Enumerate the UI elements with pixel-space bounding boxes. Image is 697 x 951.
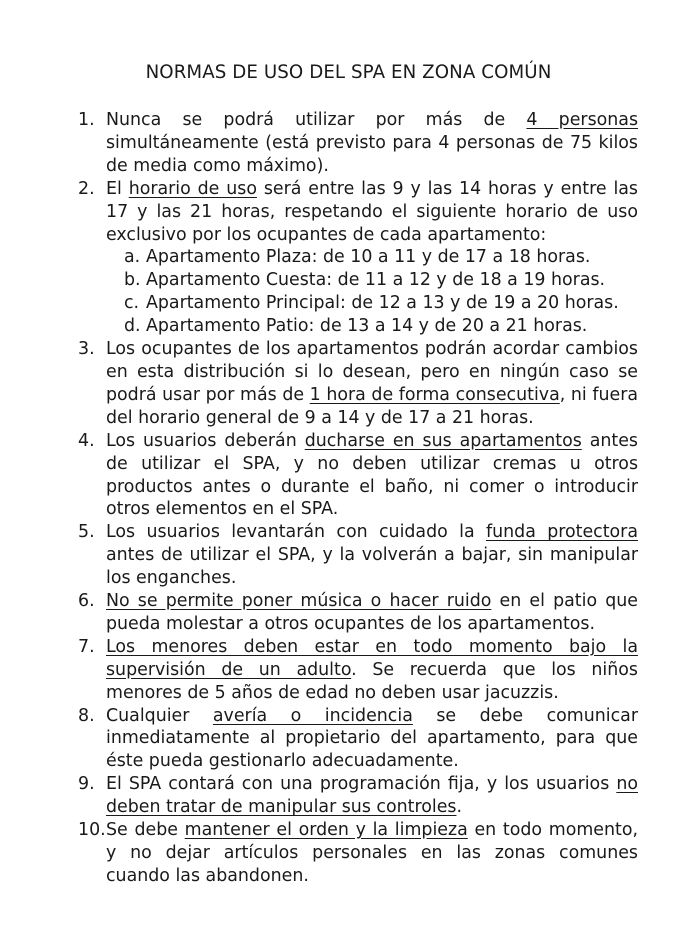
rule-emphasis: funda protectora [485, 522, 638, 543]
rule-number: 10. [78, 820, 106, 841]
rule-text: Los usuarios deberán ducharse en sus apartamentos antes de utilizar el SPA, y no deben utilizar cremas u otros productos antes o durante el baño, ni comer o introducir otros elementos en el SPA. [106, 430, 638, 520]
schedule-item: c. Apartamento Principal: de 12 a 13 y de 19 a 20 horas. [124, 293, 619, 314]
schedule-item: b. Apartamento Cuesta: de 11 a 12 y de 18 a 19 horas. [124, 270, 606, 291]
rule-number: 7. [78, 636, 95, 657]
rules-list [0, 109, 697, 888]
rule-emphasis: mantener el orden y la limpieza [184, 820, 468, 841]
rule-number: 1. [78, 110, 95, 130]
rule-emphasis: No se permite poner música o hacer ruido [106, 591, 492, 612]
schedule-letter: d. [124, 316, 141, 337]
rule-text: Cualquier avería o incidencia se debe comunicar inmediatamente al propietario del apartamento, para que éste pueda gestionarlo adecuadamente. [106, 705, 638, 772]
rule-emphasis: 1 hora de forma consecutiva [309, 384, 560, 405]
rule-item [0, 430, 638, 522]
rule-text: El SPA contará con una programación fija, y los usuarios no deben tratar de manipular sus controles. [106, 774, 638, 818]
rule-number: 4. [78, 430, 95, 451]
rule-item [0, 773, 638, 819]
rule-emphasis: ducharse en sus apartamentos [304, 430, 582, 451]
schedule-letter: c. [124, 293, 140, 314]
rule-text: No se permite poner música o hacer ruido en el patio que pueda molestar a otros ocupantes de los apartamentos. [106, 591, 638, 634]
rule-item [0, 705, 638, 774]
rule-number: 2. [78, 178, 95, 199]
rule-text: Nunca se podrá utilizar por más de 4 personas simultáneamente (está previsto para 4 personas de 75 kilos de media como máximo). [106, 110, 639, 176]
rule-text: El horario de uso será entre las 9 y las 14 horas y entre las 17 y las 21 horas, respetando el siguiente horario de uso exclusivo por los ocupantes de cada apartamento: [106, 178, 638, 245]
rule-emphasis: no deben tratar de manipular sus controles [106, 774, 638, 818]
document-title: NORMAS DE USO DEL SPA EN ZONA COMÚN [145, 62, 552, 83]
rule-emphasis: avería o incidencia [212, 705, 413, 726]
rule-text: Los usuarios levantarán con cuidado la funda protectora antes de utilizar el SPA, y la volverán a bajar, sin manipular los enganches. [106, 522, 638, 589]
rule-item [0, 521, 638, 590]
rule-text: Los ocupantes de los apartamentos podrán acordar cambios en esta distribución si lo desean, pero en ningún caso se podrá usar por más de 1 hora de forma consecutiva, ni fuera del horario general de 9 a 14 y de 17 a 21 horas. [106, 339, 638, 428]
rule-item [0, 590, 638, 636]
schedule-list [106, 246, 638, 338]
schedule-letter: a. [124, 247, 141, 268]
rule-number: 9. [78, 774, 95, 795]
rule-emphasis: horario de uso [128, 178, 257, 199]
schedule-item: d. Apartamento Patio: de 13 a 14 y de 20 a 21 horas. [124, 316, 588, 337]
rule-item [0, 109, 638, 178]
rule-emphasis: Los menores deben estar en todo momento bajo la supervisión de un adulto [106, 636, 638, 680]
rule-item [0, 819, 638, 888]
rule-number: 3. [78, 339, 95, 360]
rule-item [0, 338, 638, 430]
rule-text: Se debe mantener el orden y la limpieza en todo momento, y no dejar artículos personales en las zonas comunes cuando las abandonen. [106, 820, 638, 886]
schedule-item: a. Apartamento Plaza: de 10 a 11 y de 17 a 18 horas. [124, 247, 591, 268]
rule-item [0, 636, 638, 705]
rule-item [0, 178, 638, 338]
rule-number: 8. [78, 705, 95, 726]
rule-number: 6. [78, 591, 95, 612]
rule-emphasis: 4 personas [526, 110, 639, 130]
schedule-letter: b. [124, 270, 141, 291]
rule-text: Los menores deben estar en todo momento bajo la supervisión de un adulto. Se recuerda que los niños menores de 5 años de edad no deben usar jacuzzis. [106, 636, 638, 703]
rule-number: 5. [78, 522, 95, 543]
